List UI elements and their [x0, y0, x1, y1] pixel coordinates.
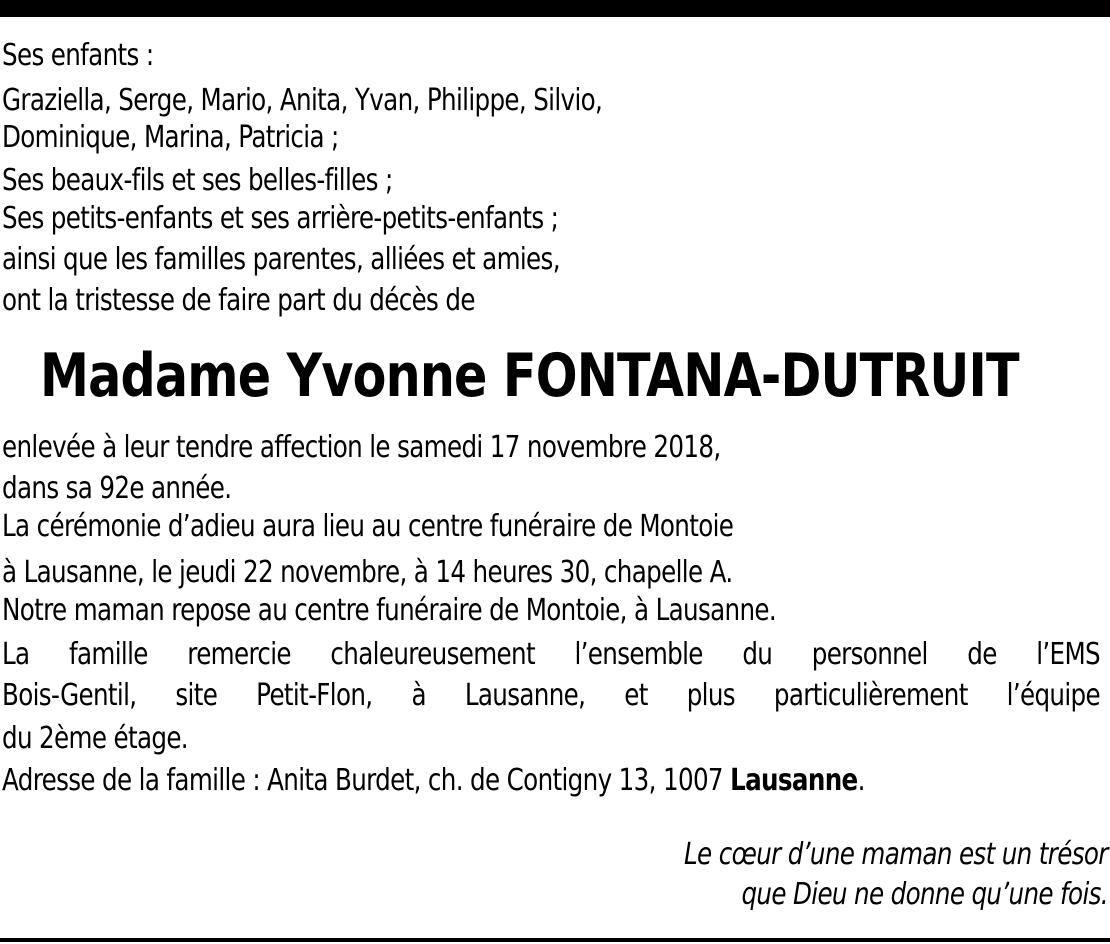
in-laws-line: Ses beaux-fils et ses belles-filles ;: [2, 163, 393, 198]
closing-quote-line-2: que Dieu ne donne qu’une fois.: [741, 877, 1108, 912]
thanks-line-3: du 2ème étage.: [2, 721, 188, 756]
deceased-name: Madame Yvonne FONTANA-DUTRUIT: [40, 341, 1019, 411]
death-date-line: enlevée à leur tendre affection le samedi 17 novembre 2018,: [2, 430, 721, 465]
closing-quote-line-1: Le cœur d’une maman est un trésor: [684, 837, 1108, 872]
ceremony-line-2: à Lausanne, le jeudi 22 novembre, à 14 heures 30, chapelle A.: [2, 555, 733, 590]
ceremony-line-1: La cérémonie d’adieu aura lieu au centre funéraire de Montoie: [2, 509, 734, 544]
children-heading: Ses enfants :: [2, 38, 154, 73]
family-address-end: .: [857, 763, 865, 798]
resting-place-line: Notre maman repose au centre funéraire de Montoie, à Lausanne.: [2, 593, 777, 628]
age-line: dans sa 92e année.: [2, 471, 232, 506]
family-address-text: Adresse de la famille : Anita Burdet, ch. de Contigny 13, 1007: [2, 763, 731, 798]
thanks-line-2: Bois-Gentil, site Petit-Flon, à Lausanne, et plus particulièrement l’équipe: [2, 678, 1100, 713]
family-address-city: Lausanne: [730, 763, 858, 798]
extended-family-line: ainsi que les familles parentes, alliées et amies,: [2, 242, 560, 277]
bottom-border-rule: [0, 938, 1110, 942]
thanks-line-1: La famille remercie chaleureusement l’ensemble du personnel de l’EMS: [2, 637, 1100, 672]
grandchildren-line: Ses petits-enfants et ses arrière-petits-enfants ;: [2, 201, 559, 236]
family-address: [2, 763, 865, 799]
announcement-line: ont la tristesse de faire part du décès de: [2, 283, 475, 318]
children-names-line-2: Dominique, Marina, Patricia ;: [2, 120, 339, 155]
children-names-line-1: Graziella, Serge, Mario, Anita, Yvan, Philippe, Silvio,: [2, 83, 603, 118]
